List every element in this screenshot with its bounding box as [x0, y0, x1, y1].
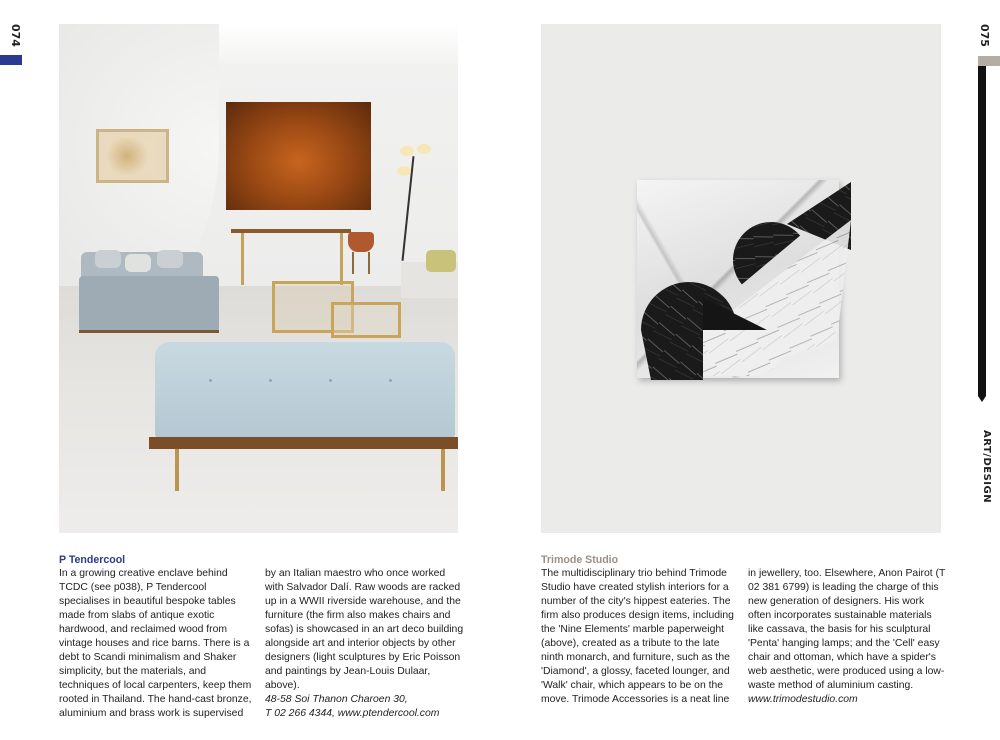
large-orange-painting: [226, 102, 371, 210]
text-column-3: [541, 553, 741, 707]
right-bar-cap: [978, 56, 1000, 66]
heading-trimode-studio: Trimode Studio: [541, 554, 619, 566]
leather-chair: [348, 232, 374, 252]
section-label: ART/DESIGN: [981, 430, 992, 504]
address-line-1: 48-58 Soi Thanon Charoen 30,: [265, 694, 408, 705]
body-text-p-tendercool-2: by an Italian maestro who once worked with Salvador Dalí. Raw woods are racked up in a WWII riverside warehouse, and the furniture (the firm also makes chairs and sofas) is showcased in an art deco building alongside art and interior objects by other designers (light sculptures by Eric Poisson and paintings by Jean-Louis Dulaar, above).: [265, 568, 464, 691]
section-progress-bar: [978, 66, 986, 396]
marble-shapes: [637, 180, 853, 380]
website-link[interactable]: www.trimodestudio.com: [748, 694, 858, 705]
text-column-1: [59, 553, 259, 721]
body-text-trimode-1: The multidisciplinary trio behind Trimode Studio have created stylish interiors for a number of the city's hippest eateries. The firm also produces design items, including the 'Nine Elements' marble paperweight (above), created as a tribute to the late ninth monarch, and furniture, such as the 'Diamond', a glossy, faceted lounger, and 'Walk' chair, which appears to be on the move. Trimode Accessories is a neat line: [541, 568, 734, 705]
console-table: [231, 229, 351, 233]
page-number-left: 074: [9, 24, 22, 47]
showroom-photo: [59, 24, 458, 533]
address-line-2: T 02 266 4344, www.ptendercool.com: [265, 708, 440, 719]
heading-p-tendercool: P Tendercool: [59, 554, 126, 566]
text-column-4: [748, 567, 948, 707]
left-color-tab: [0, 55, 22, 65]
text-column-2: [265, 567, 465, 721]
marble-paperweight-photo: [541, 24, 941, 533]
gold-side-table: [331, 302, 401, 338]
body-text-trimode-2: in jewellery, too. Elsewhere, Anon Pairot (T 02 381 6799) is leading the charge of this new generation of designers. His work often incorporates sustainable materials like cassava, the basis for his sculptural 'Penta' hanging lamps; and the 'Cell' easy chair and ottoman, which have a spider's web aesthetic, were produced using a low-waste method of aluminium casting.: [748, 568, 946, 691]
daybed-bench: [155, 342, 455, 438]
body-text-p-tendercool-1: In a growing creative enclave behind TCDC (see p038), P Tendercool specialises in beautiful bespoke tables made from slabs of antique exotic hardwood, and reclaimed wood from vintage houses and rice barns. There is a debt to Scandi minimalism and Shaker simplicity, but the materials, and techniques of local carpenters, keep them rooted in Thailand. The hand-cast bronze, aluminium and brass work is supervised: [59, 568, 252, 719]
page-number-right: 075: [978, 24, 991, 47]
small-painting: [96, 129, 169, 183]
